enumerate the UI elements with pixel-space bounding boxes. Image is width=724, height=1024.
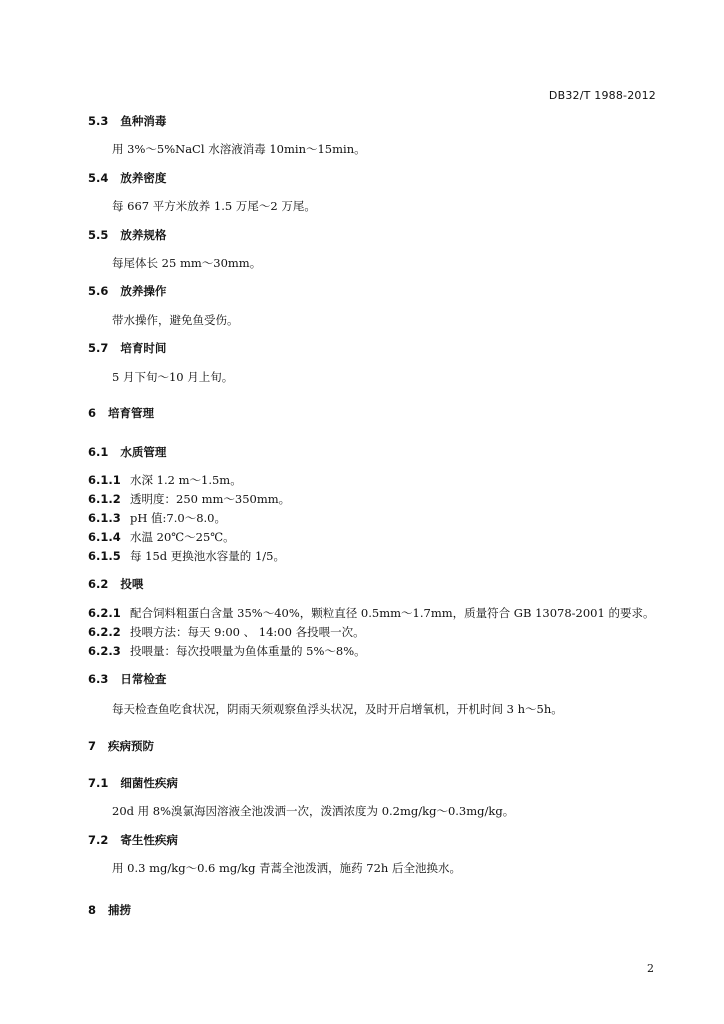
section-body: 每尾体长 25 mm～30mm。: [112, 256, 262, 270]
item-number: 6.1.5: [88, 549, 121, 563]
section-title: 水质管理: [120, 445, 167, 459]
item-text: 每 15d 更换池水容量的 1/5。: [130, 549, 285, 563]
section-number: 7: [88, 739, 97, 753]
section-number: 6.1: [88, 445, 109, 459]
section-title: 疾病预防: [108, 739, 154, 753]
section-body: 每 667 平方米放养 1.5 万尾～2 万尾。: [112, 199, 316, 213]
item-text: pH 值:7.0～8.0。: [130, 511, 226, 525]
section-title: 细菌性疾病: [120, 776, 178, 790]
section-number: 6.2: [88, 577, 109, 591]
item-number: 6.2.1: [88, 606, 121, 620]
page-number: 2: [647, 962, 654, 975]
section-title: 鱼种消毒: [120, 114, 167, 128]
list-item: [88, 605, 654, 621]
section-number: 8: [88, 903, 97, 917]
section-body: 带水操作，避免鱼受伤。: [112, 313, 239, 327]
section-title: 放养密度: [120, 171, 167, 185]
section-number: 5.7: [88, 341, 109, 355]
section-body: 用 0.3 mg/kg～0.6 mg/kg 青蒿全池泼洒，施药 72h 后全池换水。: [112, 861, 461, 875]
list-item: [88, 548, 285, 564]
section-heading: [88, 283, 166, 299]
chapter-heading: [88, 405, 154, 421]
section-heading: [88, 832, 178, 848]
list-item: [88, 529, 235, 545]
section-body: 每天检查鱼吃食状况，阴雨天须观察鱼浮头状况，及时开启增氧机，开机时间 3 h～5h。: [112, 702, 563, 716]
section-body: 20d 用 8%溴氯海因溶液全池泼洒一次，泼洒浓度为 0.2mg/kg～0.3mg/kg。: [112, 804, 515, 818]
section-title: 投喂: [120, 577, 144, 591]
list-item: [88, 643, 366, 659]
item-text: 水温 20℃～25℃。: [130, 530, 235, 544]
item-number: 6.1.2: [88, 492, 121, 506]
section-number: 5.4: [88, 171, 109, 185]
section-title: 寄生性疾病: [120, 833, 178, 847]
list-item: [88, 510, 226, 526]
section-title: 捕捞: [108, 903, 131, 917]
section-heading: [88, 340, 166, 356]
section-number: 6.3: [88, 672, 109, 686]
section-heading: [88, 576, 143, 592]
item-number: 6.2.2: [88, 625, 121, 639]
section-heading: [88, 775, 178, 791]
section-title: 放养规格: [120, 228, 167, 242]
chapter-heading: [88, 902, 131, 918]
item-number: 6.1.4: [88, 530, 121, 544]
section-heading: [88, 113, 166, 129]
item-text: 投喂量：每次投喂量为鱼体重量的 5%～8%。: [130, 644, 366, 658]
list-item: [88, 624, 365, 640]
item-text: 投喂方法：每天 9:00 、 14:00 各投喂一次。: [130, 625, 365, 639]
item-number: 6.2.3: [88, 644, 121, 658]
list-item: [88, 491, 290, 507]
item-text: 水深 1.2 m～1.5m。: [130, 473, 242, 487]
item-number: 6.1.1: [88, 473, 121, 487]
section-title: 培育时间: [120, 341, 167, 355]
section-body: 5 月下旬～10 月上旬。: [112, 370, 234, 384]
item-number: 6.1.3: [88, 511, 121, 525]
standard-code: DB32/T 1988-2012: [548, 89, 656, 102]
section-number: 7.1: [88, 776, 109, 790]
section-heading: [88, 671, 166, 687]
section-number: 5.5: [88, 228, 109, 242]
item-text: 透明度：250 mm～350mm。: [130, 492, 291, 506]
chapter-heading: [88, 738, 154, 754]
section-body: 用 3%～5%NaCl 水溶液消毒 10min～15min。: [112, 142, 366, 156]
section-heading: [88, 227, 166, 243]
section-heading: [88, 170, 166, 186]
section-number: 5.6: [88, 284, 109, 298]
section-title: 日常检查: [120, 672, 167, 686]
section-heading: [88, 444, 166, 460]
section-title: 培育管理: [108, 406, 154, 420]
list-item: [88, 472, 242, 488]
section-number: 5.3: [88, 114, 109, 128]
section-number: 6: [88, 406, 97, 420]
section-title: 放养操作: [120, 284, 167, 298]
section-number: 7.2: [88, 833, 109, 847]
item-text: 配合饲料粗蛋白含量 35%～40%，颗粒直径 0.5mm～1.7mm，质量符合 GB 13078-2001 的要求。: [130, 606, 655, 620]
